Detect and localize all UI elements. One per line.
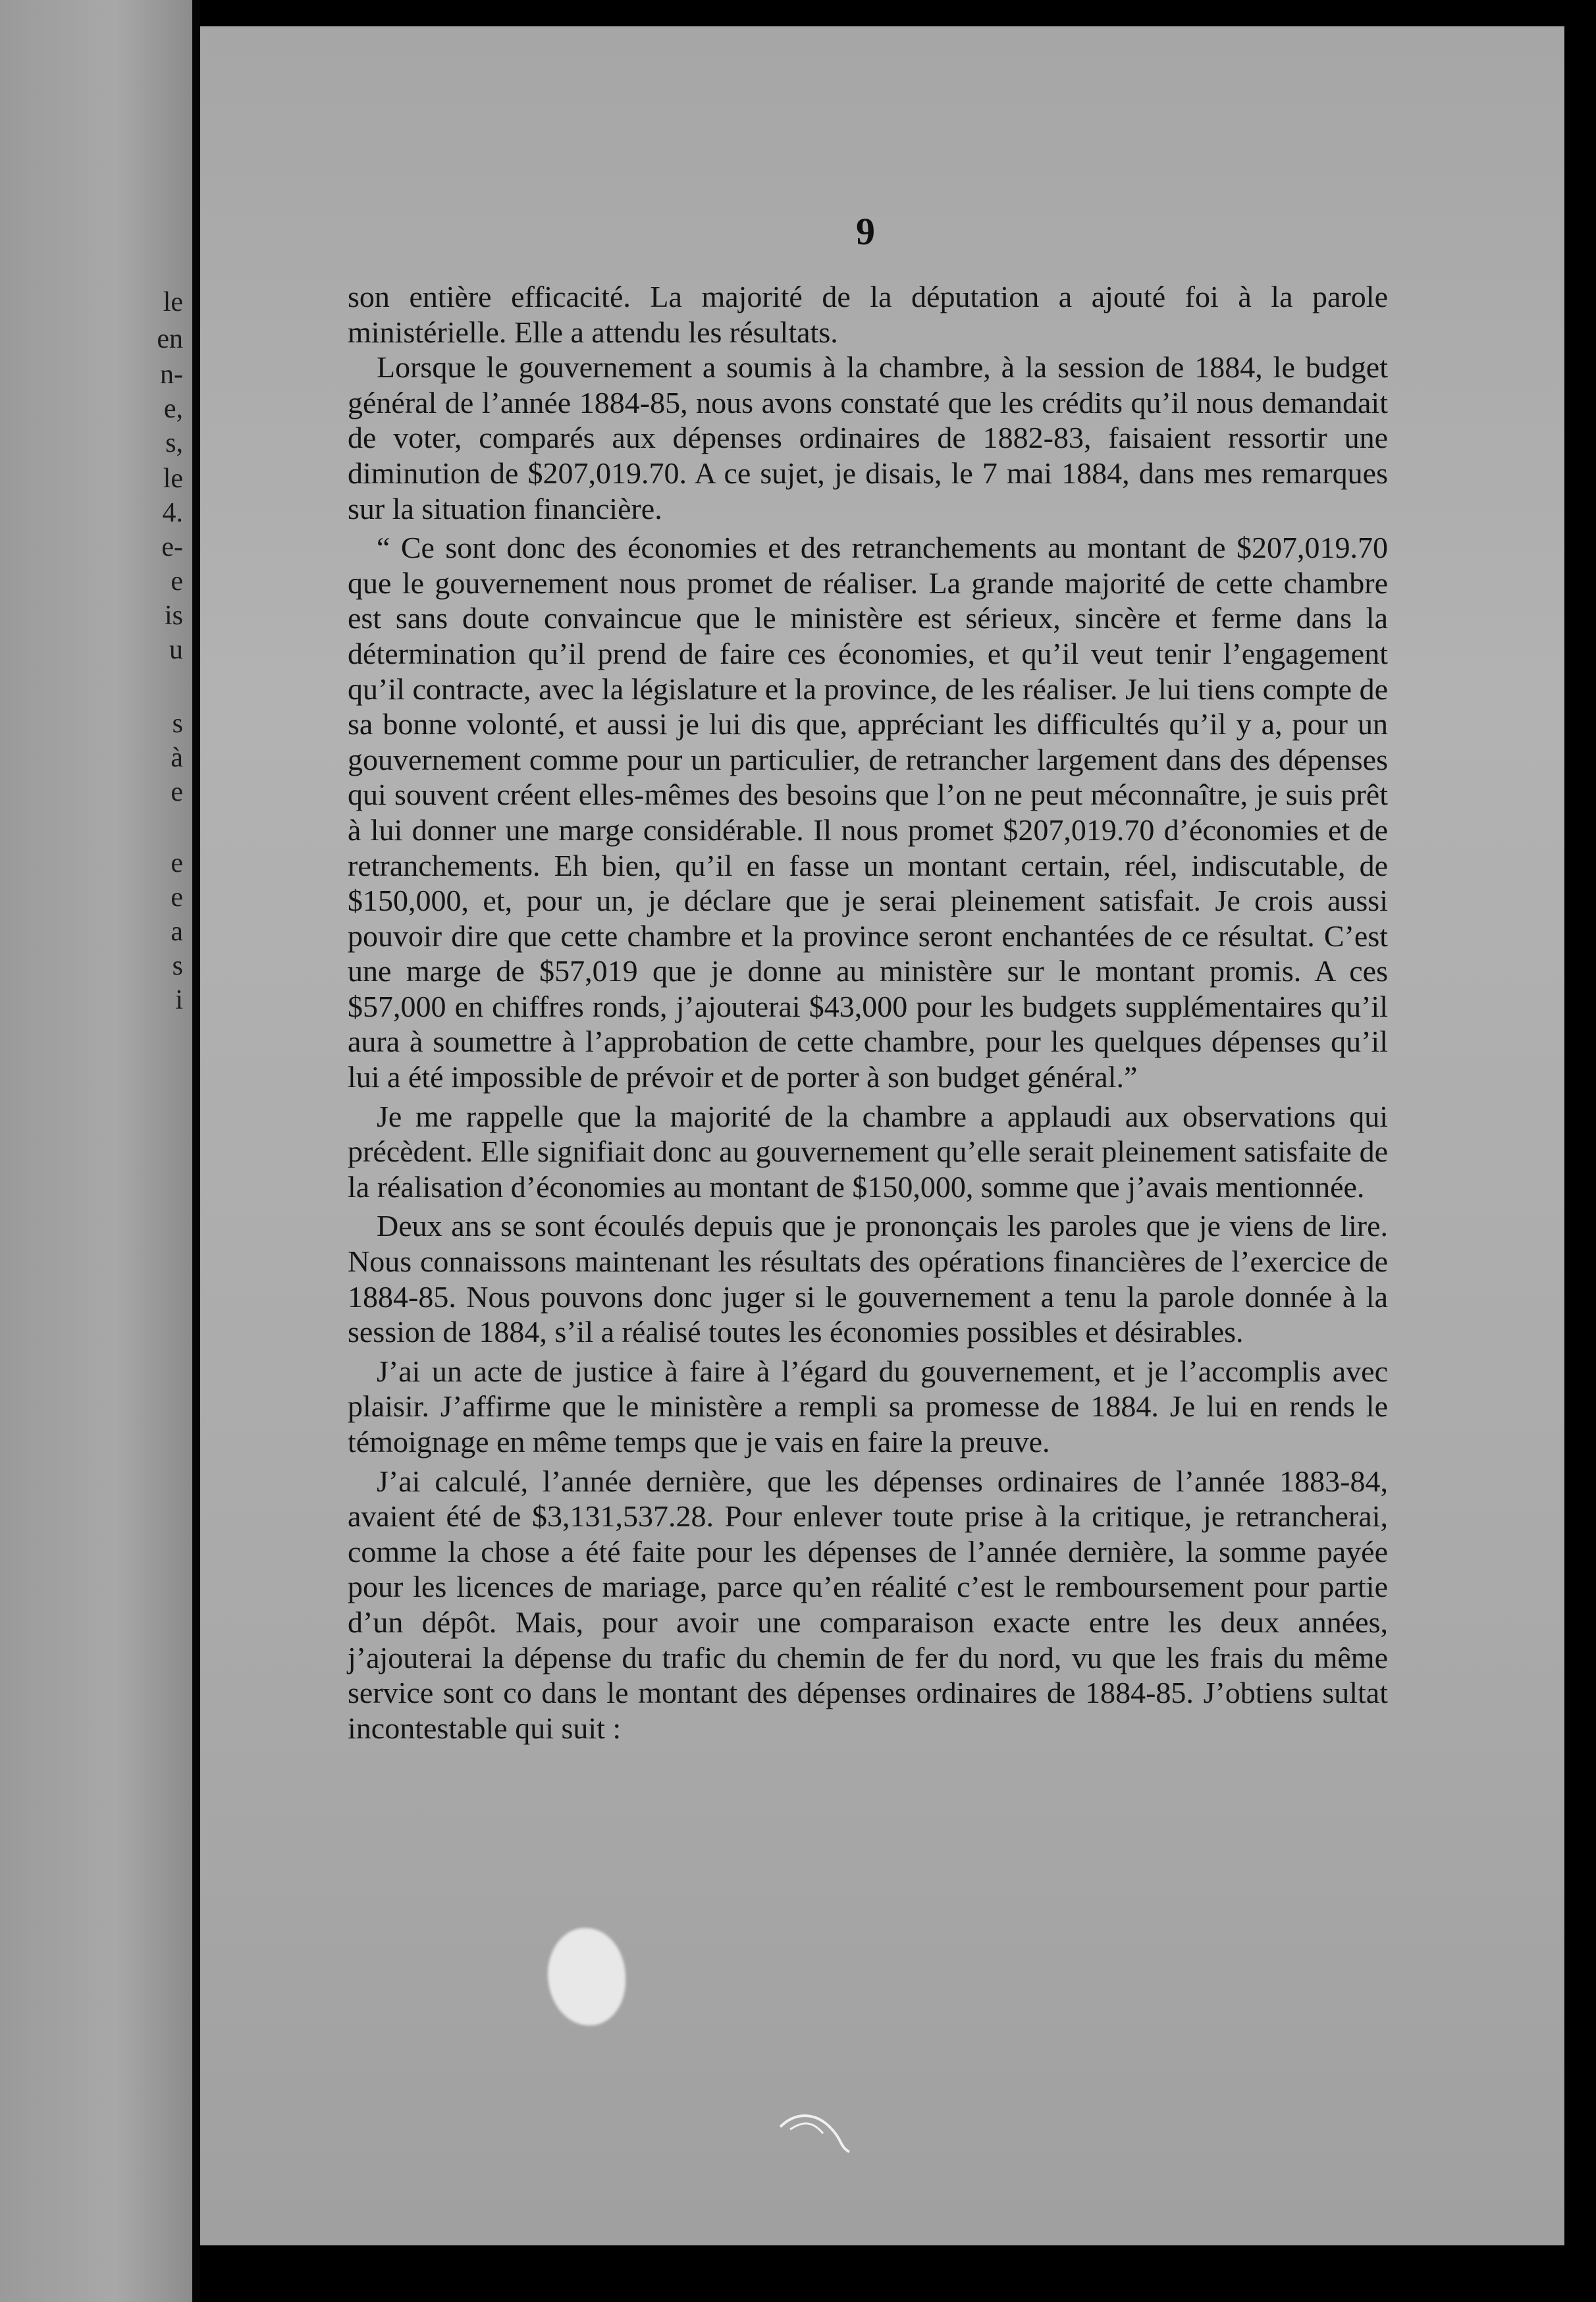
margin-fragment: en — [157, 324, 183, 354]
margin-fragment: e, — [163, 394, 183, 424]
margin-fragment: 4. — [162, 498, 183, 528]
margin-fragment: e — [171, 777, 183, 807]
page-number: 9 — [856, 210, 875, 253]
paragraph: J’ai un acte de justice à faire à l’égard du gouvernement, et je l’accomplis avec plaisir. J’affirme que le ministère a rempli sa promesse de 1884. Je lui en rends le témoignage en même temps que je vais en faire la preuve. — [348, 1354, 1388, 1459]
margin-fragment: s — [172, 951, 183, 981]
margin-fragment: e- — [161, 532, 183, 562]
margin-fragment: u — [169, 635, 183, 665]
margin-fragment: n- — [160, 360, 183, 390]
facing-page-fragment — [0, 0, 192, 2302]
margin-fragment: s — [172, 709, 183, 739]
margin-fragment: le — [163, 464, 183, 494]
scan-border — [1564, 0, 1596, 2302]
quoted-paragraph: “ Ce sont donc des économies et des retranchements au montant de $207,019.70 que le gouvernement nous promet de réaliser. La grande majorité de cette chambre est sans doute convaincue que le ministère est sérieux, sincère et ferme dans la détermination qu’il prend de faire ces économies, et qu’il veut tenir l’engagement qu’il contracte, avec la législature et la province, de les réaliser. Je lui tiens compte de sa bonne volonté, et aussi je lui dis que, appréciant les difficultés qu’il y a, pour un gouvernement comme pour un particulier, de retrancher largement dans des dépenses qui souvent créent elles-mêmes des besoins que l’on ne peut méconnaître, je suis prêt à lui donner une marge considérable. Il nous promet $207,019.70 d’économies et de retranchements. Eh bien, qu’il en fasse un montant certain, réel, indiscutable, de $150,000, et, pour un, je déclare que je serai pleinement satisfait. Je crois aussi pouvoir dire que cette chambre et la province seront enchantées de ce résultat. C’est une marge de $57,019 que je donne au ministère sur le montant promis. A ces $57,000 en chiffres ronds, j’ajouterai $43,000 pour les budgets supplémentaires qu’il aura à soumettre à l’approbation de cette chambre, pour les quelques dépenses qu’il lui a été impossible de prévoir et de porter à son budget général.” — [348, 531, 1388, 1094]
paragraph: J’ai calculé, l’année dernière, que les dépenses ordinaires de l’année 1883-84, avaient été de $3,131,537.28. Pour enlever toute prise à la critique, je retrancherai, comme la chose a été faite pour les dépenses de l’année dernière, la somme payée pour les licences de mariage, parce qu’en réalité c’est le remboursement pour partie d’un dépôt. Mais, pour avoir une comparaison exacte entre les deux années, j’ajouterai la dépense du trafic du chemin de fer du nord, vu que les frais du même service sont co dans le montant des dépenses ordinaires de 1884-85. J’obtiens sultat incontestable qui suit : — [348, 1464, 1388, 1745]
paragraph: Lorsque le gouvernement a soumis à la chambre, à la session de 1884, le budget général de l’année 1884-85, nous avons constaté que les crédits qu’il nous demandait de voter, comparés aux dépenses ordinaires de 1882-83, faisaient ressortir une diminution de $207,019.70. A ce sujet, je disais, le 7 mai 1884, dans mes remarques sur la situation financière. — [348, 350, 1388, 525]
margin-fragment: à — [171, 743, 183, 773]
margin-fragment: a — [171, 917, 183, 947]
margin-fragment: e — [171, 848, 183, 878]
margin-fragment: le — [163, 287, 183, 317]
margin-fragment: i — [175, 985, 183, 1015]
margin-fragment: s, — [165, 428, 183, 458]
margin-fragment: e — [171, 882, 183, 913]
body-text — [348, 279, 1388, 1746]
paragraph: son entière efficacité. La majorité de la députation a ajouté foi à la parole ministérielle. Elle a attendu les résultats. — [348, 280, 1388, 349]
page-gutter — [192, 0, 200, 2302]
margin-fragment: e — [171, 566, 183, 597]
hair-scratch-mark — [777, 2107, 856, 2153]
paragraph: Je me rappelle que la majorité de la chambre a applaudi aux observations qui précèdent. Elle signifiait donc au gouvernement qu’elle serait pleinement satisfaite de la réalisation d’économies au montant de $150,000, somme que j’avais mentionnée. — [348, 1099, 1388, 1204]
margin-fragment: is — [164, 601, 183, 631]
paragraph: Deux ans se sont écoulés depuis que je prononçais les paroles que je viens de lire. Nous connaissons maintenant les résultats des opérations financières de l’exercice de 1884-85. Nous pouvons donc juger si le gouvernement a tenu la parole donnée à la session de 1884, s’il a réalisé toutes les économies possibles et désirables. — [348, 1209, 1388, 1349]
